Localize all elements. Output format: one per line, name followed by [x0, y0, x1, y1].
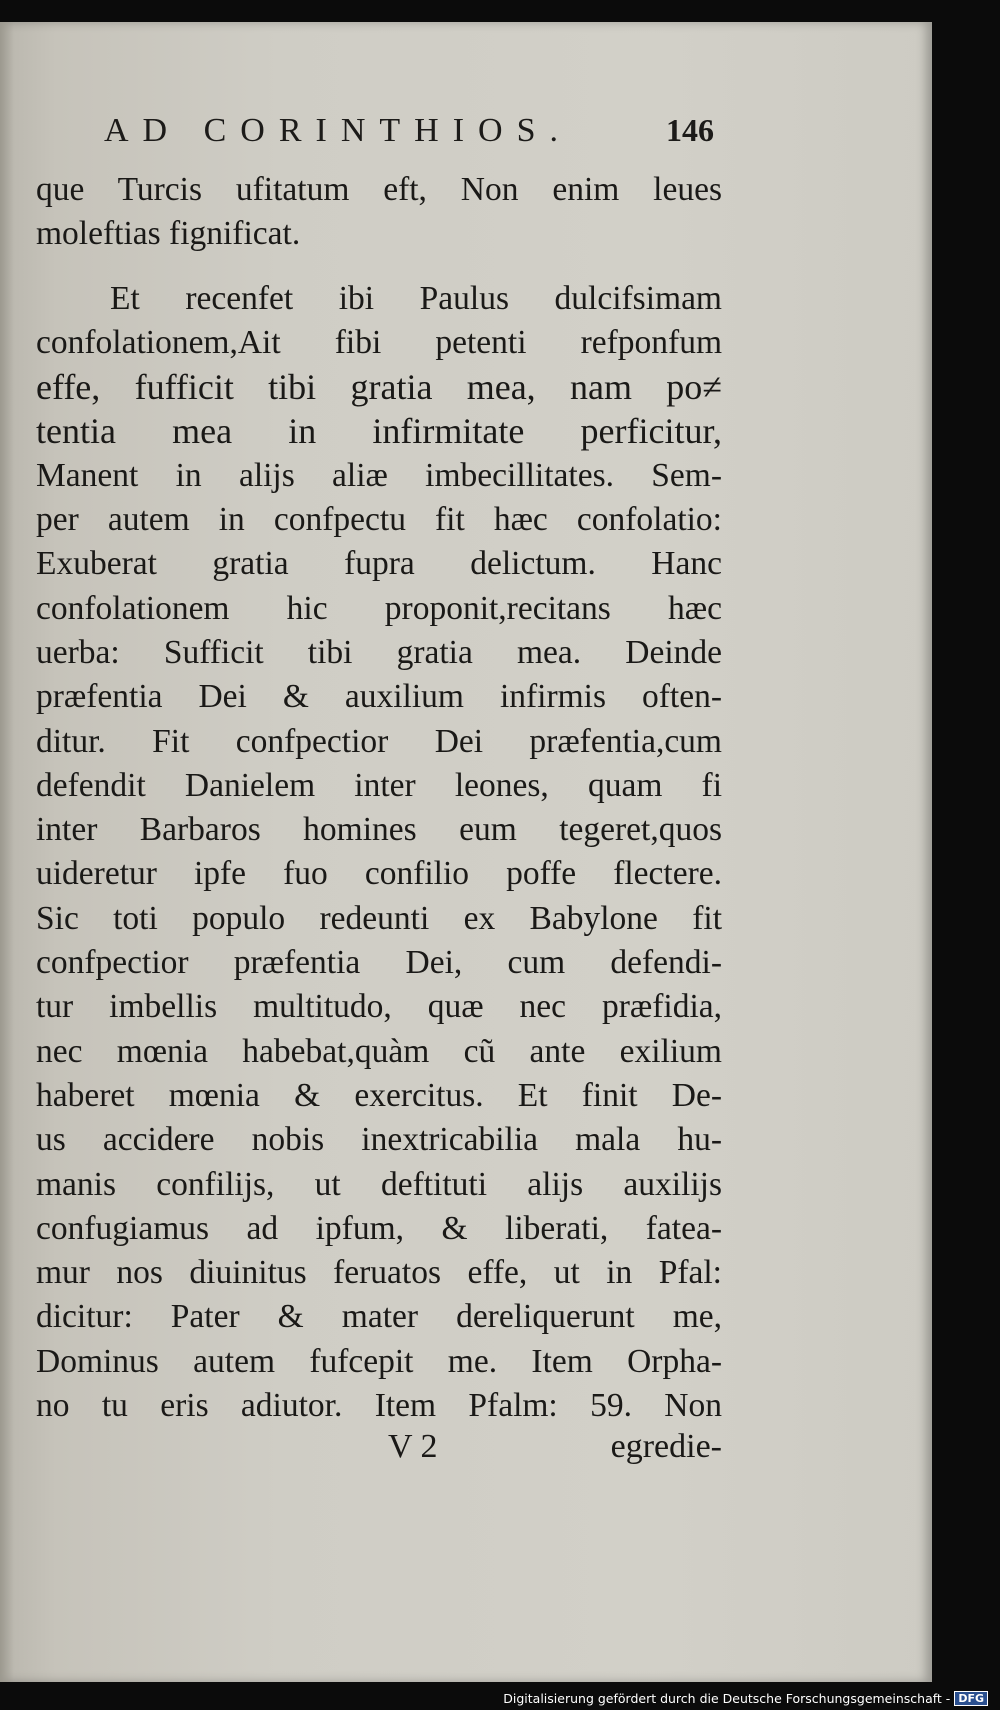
- text-line: Et recenfet ibi Paulus dulcifsimam: [110, 279, 722, 317]
- body-text: [36, 168, 722, 1428]
- text-line: manis confilijs, ut deftituti alijs auxilijs: [36, 1165, 722, 1203]
- text-line: nec mœnia habebat,quàm cũ ante exilium: [36, 1032, 722, 1070]
- text-line: per autem in confpectu fit hæc confolatio:: [36, 501, 722, 539]
- text-line: no tu eris adiutor. Item Pfalm: 59. Non: [36, 1387, 722, 1425]
- text-line: Exuberat gratia fupra delictum. Hanc: [36, 545, 722, 583]
- text-line: mur nos diuinitus feruatos effe, ut in Pfal:: [36, 1254, 722, 1292]
- text-line: tur imbellis multitudo, quæ nec præfidia,: [36, 988, 722, 1026]
- text-line: haberet mœnia & exercitus. Et finit De-: [36, 1076, 722, 1114]
- text-line: que Turcis ufitatum eft, Non enim leues: [36, 171, 722, 208]
- text-line: uideretur ipfe fuo confilio poffe flectere.: [36, 855, 722, 893]
- signature-mark: V 2: [388, 1428, 438, 1465]
- text-line: confugiamus ad ipfum, & liberati, fatea-: [36, 1209, 722, 1247]
- text-line: us accidere nobis inextricabilia mala hu-: [36, 1121, 722, 1159]
- catchword: egredie-: [610, 1428, 722, 1465]
- text-line: confpectior præfentia Dei, cum defendi-: [36, 944, 722, 982]
- text-line: Manent in alijs aliæ imbecillitates. Sem-: [36, 456, 722, 494]
- text-line: præfentia Dei & auxilium infirmis often-: [36, 678, 722, 716]
- text-line: dicitur: Pater & mater dereliquerunt me,: [36, 1298, 722, 1336]
- catchline: [388, 1428, 722, 1466]
- page-number: 146: [666, 112, 714, 148]
- text-line: Dominus autem fufcepit me. Item Orpha-: [36, 1342, 722, 1380]
- text-line: confolationem hic proponit,recitans hæc: [36, 589, 722, 627]
- text-line: Sic toti populo redeunti ex Babylone fit: [36, 899, 722, 937]
- text-line: tentia mea in infirmitate perficitur,: [36, 411, 722, 452]
- text-line: confolationem,Ait fibi petenti refponfum: [36, 323, 722, 361]
- dfg-logo: DFG: [954, 1691, 988, 1706]
- text-line: uerba: Sufficit tibi gratia mea. Deinde: [36, 633, 722, 671]
- page-gutter-shadow: [0, 22, 14, 1682]
- page-header: [104, 112, 714, 150]
- footer-credit: Digitalisierung gefördert durch die Deutsche Forschungsgemeinschaft -: [503, 1691, 951, 1706]
- text-line: defendit Danielem inter leones, quam fi: [36, 766, 722, 804]
- text-line: inter Barbaros homines eum tegeret,quos: [36, 811, 722, 849]
- running-head: AD CORINTHIOS.: [104, 112, 572, 149]
- text-line: effe, fufficit tibi gratia mea, nam po≠: [36, 367, 722, 408]
- digitization-footer: [503, 1691, 988, 1706]
- text-line: ditur. Fit confpectior Dei præfentia,cum: [36, 722, 722, 760]
- text-line: moleftias fignificat.: [36, 215, 301, 253]
